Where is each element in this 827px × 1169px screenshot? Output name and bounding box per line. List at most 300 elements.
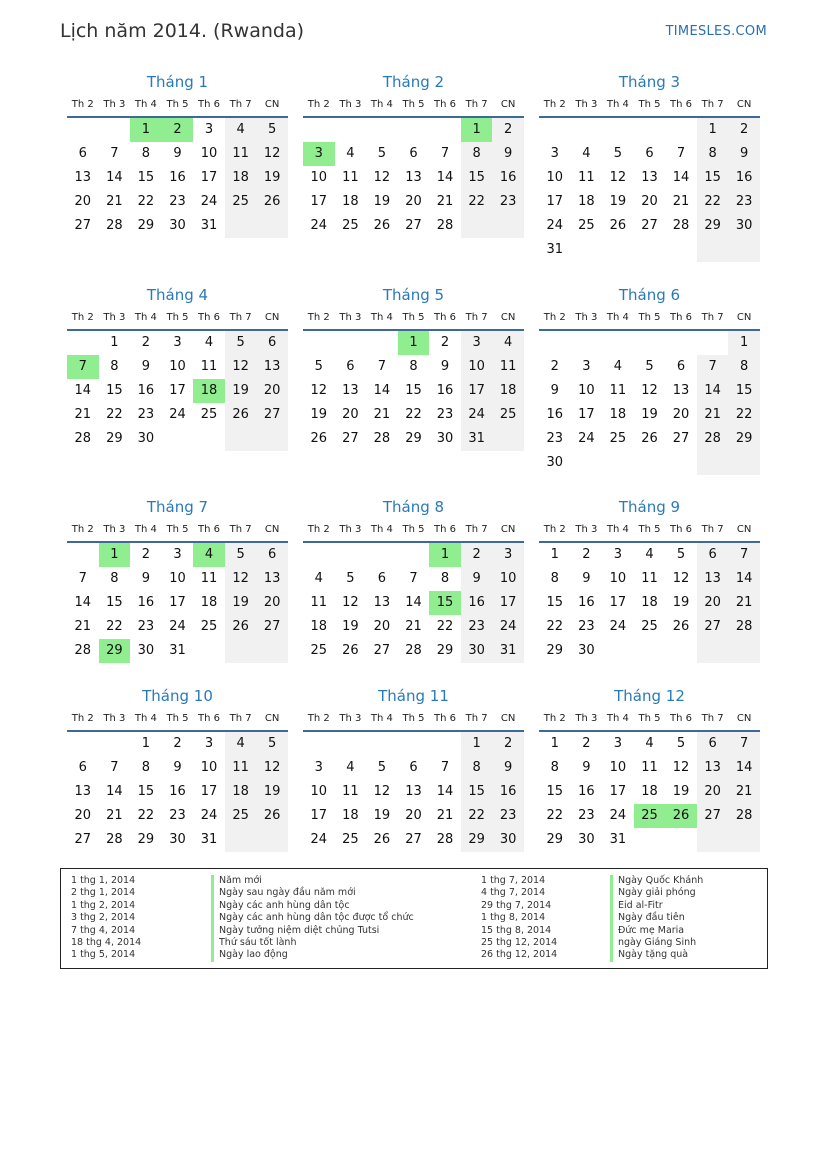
day-cell[interactable]: 2 bbox=[550, 359, 559, 374]
day-cell[interactable]: 16 bbox=[546, 407, 564, 422]
day-cell[interactable]: 26 bbox=[225, 615, 257, 639]
day-cell[interactable]: 5 bbox=[676, 736, 686, 751]
day-cell[interactable]: 10 bbox=[200, 760, 218, 775]
day-cell[interactable]: 23 bbox=[492, 190, 524, 214]
day-cell[interactable]: 24 bbox=[609, 808, 627, 823]
day-cell[interactable]: 11 bbox=[492, 355, 524, 379]
day-cell[interactable]: 16 bbox=[169, 784, 186, 799]
day-cell[interactable]: 28 bbox=[106, 832, 123, 847]
day-cell[interactable]: 16 bbox=[578, 784, 595, 799]
day-cell[interactable]: 10 bbox=[609, 760, 627, 775]
day-cell[interactable]: 7 bbox=[440, 146, 450, 161]
day-cell[interactable]: 7 bbox=[67, 355, 99, 379]
day-cell[interactable]: 15 bbox=[697, 166, 729, 190]
day-cell[interactable]: 25 bbox=[310, 643, 328, 658]
day-cell[interactable]: 1 bbox=[130, 118, 162, 142]
day-cell[interactable]: 19 bbox=[225, 379, 257, 403]
day-cell[interactable]: 2 bbox=[492, 118, 524, 142]
day-cell[interactable]: 26 bbox=[225, 403, 257, 427]
day-cell[interactable]: 10 bbox=[578, 383, 595, 398]
day-cell[interactable]: 21 bbox=[728, 591, 760, 615]
day-cell[interactable]: 14 bbox=[728, 567, 760, 591]
day-cell[interactable]: 14 bbox=[436, 170, 454, 185]
day-cell[interactable]: 7 bbox=[409, 571, 418, 586]
day-cell[interactable]: 8 bbox=[461, 756, 493, 780]
day-cell[interactable]: 24 bbox=[609, 619, 627, 634]
day-cell[interactable]: 3 bbox=[173, 547, 182, 562]
day-cell[interactable]: 4 bbox=[204, 335, 214, 350]
day-cell[interactable]: 6 bbox=[697, 732, 729, 756]
day-cell[interactable]: 29 bbox=[99, 639, 131, 663]
day-cell[interactable]: 15 bbox=[405, 383, 422, 398]
day-cell[interactable]: 10 bbox=[169, 571, 186, 586]
day-cell[interactable]: 17 bbox=[169, 595, 186, 610]
day-cell[interactable]: 17 bbox=[461, 379, 493, 403]
day-cell[interactable]: 31 bbox=[169, 643, 186, 658]
day-cell[interactable]: 8 bbox=[550, 760, 559, 775]
day-cell[interactable]: 17 bbox=[609, 595, 627, 610]
day-cell[interactable]: 13 bbox=[342, 383, 359, 398]
day-cell[interactable]: 20 bbox=[256, 591, 288, 615]
day-cell[interactable]: 5 bbox=[377, 146, 387, 161]
day-cell[interactable]: 31 bbox=[200, 218, 218, 233]
day-cell[interactable]: 17 bbox=[310, 808, 328, 823]
day-cell[interactable]: 18 bbox=[492, 379, 524, 403]
day-cell[interactable]: 26 bbox=[641, 431, 658, 446]
day-cell[interactable]: 8 bbox=[550, 571, 559, 586]
day-cell[interactable]: 19 bbox=[256, 166, 288, 190]
day-cell[interactable]: 22 bbox=[106, 619, 123, 634]
day-cell[interactable]: 8 bbox=[409, 359, 418, 374]
day-cell[interactable]: 21 bbox=[74, 619, 92, 634]
day-cell[interactable]: 16 bbox=[461, 591, 493, 615]
day-cell[interactable]: 14 bbox=[106, 784, 123, 799]
day-cell[interactable]: 23 bbox=[492, 804, 524, 828]
day-cell[interactable]: 13 bbox=[74, 784, 92, 799]
day-cell[interactable]: 30 bbox=[578, 832, 595, 847]
day-cell[interactable]: 20 bbox=[256, 379, 288, 403]
day-cell[interactable]: 25 bbox=[225, 190, 257, 214]
day-cell[interactable]: 13 bbox=[256, 567, 288, 591]
day-cell[interactable]: 29 bbox=[546, 643, 564, 658]
day-cell[interactable]: 7 bbox=[440, 760, 450, 775]
day-cell[interactable]: 24 bbox=[310, 832, 328, 847]
day-cell[interactable]: 19 bbox=[225, 591, 257, 615]
day-cell[interactable]: 25 bbox=[342, 832, 359, 847]
day-cell[interactable]: 20 bbox=[641, 194, 658, 209]
day-cell[interactable]: 5 bbox=[676, 547, 686, 562]
day-cell[interactable]: 30 bbox=[492, 828, 524, 852]
day-cell[interactable]: 10 bbox=[310, 170, 328, 185]
day-cell[interactable]: 2 bbox=[440, 335, 450, 350]
day-cell[interactable]: 6 bbox=[697, 543, 729, 567]
day-cell[interactable]: 14 bbox=[373, 383, 391, 398]
day-cell[interactable]: 7 bbox=[728, 543, 760, 567]
day-cell[interactable]: 6 bbox=[676, 359, 686, 374]
day-cell[interactable]: 26 bbox=[342, 643, 359, 658]
day-cell[interactable]: 16 bbox=[492, 166, 524, 190]
day-cell[interactable]: 17 bbox=[609, 784, 627, 799]
day-cell[interactable]: 8 bbox=[110, 571, 119, 586]
day-cell[interactable]: 15 bbox=[137, 170, 155, 185]
day-cell[interactable]: 10 bbox=[169, 359, 186, 374]
day-cell[interactable]: 12 bbox=[373, 784, 391, 799]
day-cell[interactable]: 28 bbox=[373, 431, 391, 446]
day-cell[interactable]: 2 bbox=[141, 547, 151, 562]
day-cell[interactable]: 12 bbox=[373, 170, 391, 185]
day-cell[interactable]: 21 bbox=[405, 619, 422, 634]
day-cell[interactable]: 7 bbox=[697, 355, 729, 379]
day-cell[interactable]: 3 bbox=[303, 142, 335, 166]
day-cell[interactable]: 28 bbox=[74, 643, 92, 658]
day-cell[interactable]: 30 bbox=[546, 455, 564, 470]
day-cell[interactable]: 14 bbox=[106, 170, 123, 185]
day-cell[interactable]: 24 bbox=[200, 808, 218, 823]
day-cell[interactable]: 15 bbox=[546, 784, 564, 799]
day-cell[interactable]: 6 bbox=[377, 571, 387, 586]
day-cell[interactable]: 15 bbox=[106, 595, 123, 610]
day-cell[interactable]: 8 bbox=[110, 359, 119, 374]
day-cell[interactable]: 5 bbox=[256, 732, 288, 756]
day-cell[interactable]: 28 bbox=[728, 804, 760, 828]
day-cell[interactable]: 5 bbox=[225, 331, 257, 355]
day-cell[interactable]: 28 bbox=[697, 427, 729, 451]
day-cell[interactable]: 2 bbox=[173, 736, 182, 751]
day-cell[interactable]: 12 bbox=[256, 142, 288, 166]
day-cell[interactable]: 18 bbox=[342, 808, 359, 823]
day-cell[interactable]: 14 bbox=[672, 170, 690, 185]
day-cell[interactable]: 4 bbox=[613, 359, 623, 374]
day-cell[interactable]: 30 bbox=[728, 214, 760, 238]
day-cell[interactable]: 12 bbox=[609, 170, 627, 185]
day-cell[interactable]: 9 bbox=[173, 760, 182, 775]
day-cell[interactable]: 2 bbox=[728, 118, 760, 142]
day-cell[interactable]: 3 bbox=[314, 760, 323, 775]
day-cell[interactable]: 22 bbox=[461, 804, 493, 828]
day-cell[interactable]: 27 bbox=[697, 615, 729, 639]
day-cell[interactable]: 25 bbox=[200, 619, 218, 634]
day-cell[interactable]: 3 bbox=[492, 543, 524, 567]
day-cell[interactable]: 4 bbox=[346, 146, 355, 161]
day-cell[interactable]: 27 bbox=[405, 218, 422, 233]
day-cell[interactable]: 18 bbox=[609, 407, 627, 422]
day-cell[interactable]: 18 bbox=[641, 784, 658, 799]
day-cell[interactable]: 21 bbox=[106, 808, 123, 823]
day-cell[interactable]: 13 bbox=[373, 595, 391, 610]
day-cell[interactable]: 21 bbox=[436, 808, 454, 823]
day-cell[interactable]: 31 bbox=[492, 639, 524, 663]
day-cell[interactable]: 17 bbox=[310, 194, 328, 209]
day-cell[interactable]: 5 bbox=[613, 146, 623, 161]
day-cell[interactable]: 17 bbox=[578, 407, 595, 422]
day-cell[interactable]: 31 bbox=[546, 242, 564, 257]
day-cell[interactable]: 18 bbox=[310, 619, 328, 634]
day-cell[interactable]: 5 bbox=[346, 571, 355, 586]
day-cell[interactable]: 2 bbox=[162, 118, 194, 142]
day-cell[interactable]: 12 bbox=[672, 571, 690, 586]
day-cell[interactable]: 19 bbox=[373, 808, 391, 823]
day-cell[interactable]: 10 bbox=[310, 784, 328, 799]
day-cell[interactable]: 12 bbox=[641, 383, 658, 398]
day-cell[interactable]: 10 bbox=[546, 170, 564, 185]
day-cell[interactable]: 1 bbox=[461, 732, 493, 756]
day-cell[interactable]: 14 bbox=[436, 784, 454, 799]
day-cell[interactable]: 23 bbox=[169, 808, 186, 823]
day-cell[interactable]: 23 bbox=[137, 619, 155, 634]
day-cell[interactable]: 5 bbox=[377, 760, 387, 775]
day-cell[interactable]: 9 bbox=[582, 760, 591, 775]
day-cell[interactable]: 24 bbox=[492, 615, 524, 639]
day-cell[interactable]: 24 bbox=[200, 194, 218, 209]
day-cell[interactable]: 21 bbox=[373, 407, 391, 422]
day-cell[interactable]: 11 bbox=[342, 784, 359, 799]
day-cell[interactable]: 18 bbox=[578, 194, 595, 209]
day-cell[interactable]: 3 bbox=[550, 146, 559, 161]
day-cell[interactable]: 29 bbox=[546, 832, 564, 847]
day-cell[interactable]: 15 bbox=[546, 595, 564, 610]
day-cell[interactable]: 19 bbox=[672, 595, 690, 610]
day-cell[interactable]: 15 bbox=[106, 383, 123, 398]
day-cell[interactable]: 21 bbox=[106, 194, 123, 209]
day-cell[interactable]: 13 bbox=[74, 170, 92, 185]
day-cell[interactable]: 16 bbox=[436, 383, 454, 398]
day-cell[interactable]: 26 bbox=[665, 804, 697, 828]
day-cell[interactable]: 21 bbox=[74, 407, 92, 422]
day-cell[interactable]: 22 bbox=[728, 403, 760, 427]
day-cell[interactable]: 20 bbox=[74, 808, 92, 823]
day-cell[interactable]: 11 bbox=[342, 170, 359, 185]
day-cell[interactable]: 27 bbox=[405, 832, 422, 847]
day-cell[interactable]: 25 bbox=[342, 218, 359, 233]
day-cell[interactable]: 18 bbox=[200, 595, 218, 610]
day-cell[interactable]: 3 bbox=[461, 331, 493, 355]
day-cell[interactable]: 17 bbox=[169, 383, 186, 398]
day-cell[interactable]: 5 bbox=[314, 359, 323, 374]
day-cell[interactable]: 6 bbox=[346, 359, 355, 374]
day-cell[interactable]: 15 bbox=[461, 166, 493, 190]
day-cell[interactable]: 20 bbox=[373, 619, 391, 634]
day-cell[interactable]: 9 bbox=[728, 142, 760, 166]
day-cell[interactable]: 2 bbox=[141, 335, 151, 350]
day-cell[interactable]: 23 bbox=[578, 808, 595, 823]
day-cell[interactable]: 11 bbox=[641, 760, 658, 775]
day-cell[interactable]: 15 bbox=[461, 780, 493, 804]
day-cell[interactable]: 21 bbox=[672, 194, 690, 209]
day-cell[interactable]: 23 bbox=[728, 190, 760, 214]
day-cell[interactable]: 29 bbox=[137, 218, 155, 233]
day-cell[interactable]: 29 bbox=[137, 832, 155, 847]
day-cell[interactable]: 9 bbox=[173, 146, 182, 161]
day-cell[interactable]: 28 bbox=[728, 615, 760, 639]
day-cell[interactable]: 4 bbox=[645, 547, 654, 562]
day-cell[interactable]: 28 bbox=[106, 218, 123, 233]
day-cell[interactable]: 24 bbox=[169, 619, 186, 634]
day-cell[interactable]: 24 bbox=[461, 403, 493, 427]
day-cell[interactable]: 7 bbox=[377, 359, 387, 374]
day-cell[interactable]: 19 bbox=[310, 407, 328, 422]
day-cell[interactable]: 15 bbox=[728, 379, 760, 403]
day-cell[interactable]: 17 bbox=[546, 194, 564, 209]
day-cell[interactable]: 19 bbox=[342, 619, 359, 634]
day-cell[interactable]: 12 bbox=[310, 383, 328, 398]
day-cell[interactable]: 4 bbox=[225, 732, 257, 756]
day-cell[interactable]: 11 bbox=[578, 170, 595, 185]
day-cell[interactable]: 23 bbox=[436, 407, 454, 422]
day-cell[interactable]: 28 bbox=[405, 643, 422, 658]
day-cell[interactable]: 4 bbox=[346, 760, 355, 775]
day-cell[interactable]: 27 bbox=[342, 431, 359, 446]
day-cell[interactable]: 14 bbox=[74, 595, 92, 610]
day-cell[interactable]: 9 bbox=[492, 756, 524, 780]
day-cell[interactable]: 6 bbox=[645, 146, 654, 161]
day-cell[interactable]: 19 bbox=[672, 784, 690, 799]
day-cell[interactable]: 13 bbox=[256, 355, 288, 379]
day-cell[interactable]: 26 bbox=[256, 190, 288, 214]
day-cell[interactable]: 25 bbox=[200, 407, 218, 422]
day-cell[interactable]: 29 bbox=[697, 214, 729, 238]
day-cell[interactable]: 30 bbox=[169, 218, 186, 233]
day-cell[interactable]: 26 bbox=[310, 431, 328, 446]
day-cell[interactable]: 18 bbox=[641, 595, 658, 610]
day-cell[interactable]: 31 bbox=[609, 832, 627, 847]
day-cell[interactable]: 2 bbox=[582, 547, 591, 562]
day-cell[interactable]: 22 bbox=[461, 190, 493, 214]
day-cell[interactable]: 9 bbox=[141, 359, 151, 374]
day-cell[interactable]: 8 bbox=[141, 146, 151, 161]
day-cell[interactable]: 23 bbox=[546, 431, 564, 446]
day-cell[interactable]: 25 bbox=[609, 431, 627, 446]
day-cell[interactable]: 26 bbox=[373, 832, 391, 847]
day-cell[interactable]: 24 bbox=[169, 407, 186, 422]
day-cell[interactable]: 10 bbox=[461, 355, 493, 379]
day-cell[interactable]: 24 bbox=[578, 431, 595, 446]
day-cell[interactable]: 1 bbox=[398, 331, 430, 355]
day-cell[interactable]: 16 bbox=[137, 595, 155, 610]
day-cell[interactable]: 19 bbox=[641, 407, 658, 422]
day-cell[interactable]: 28 bbox=[74, 431, 92, 446]
day-cell[interactable]: 6 bbox=[78, 760, 87, 775]
day-cell[interactable]: 1 bbox=[461, 118, 493, 142]
day-cell[interactable]: 18 bbox=[193, 379, 225, 403]
day-cell[interactable]: 12 bbox=[256, 756, 288, 780]
day-cell[interactable]: 3 bbox=[204, 736, 214, 751]
day-cell[interactable]: 12 bbox=[225, 567, 257, 591]
day-cell[interactable]: 27 bbox=[74, 832, 92, 847]
day-cell[interactable]: 3 bbox=[613, 547, 623, 562]
day-cell[interactable]: 15 bbox=[137, 784, 155, 799]
day-cell[interactable]: 10 bbox=[609, 571, 627, 586]
day-cell[interactable]: 11 bbox=[310, 595, 328, 610]
day-cell[interactable]: 27 bbox=[641, 218, 658, 233]
day-cell[interactable]: 6 bbox=[256, 543, 288, 567]
day-cell[interactable]: 29 bbox=[106, 431, 123, 446]
day-cell[interactable]: 25 bbox=[634, 804, 666, 828]
day-cell[interactable]: 5 bbox=[256, 118, 288, 142]
day-cell[interactable]: 14 bbox=[697, 379, 729, 403]
day-cell[interactable]: 23 bbox=[461, 615, 493, 639]
day-cell[interactable]: 11 bbox=[641, 571, 658, 586]
day-cell[interactable]: 7 bbox=[110, 146, 119, 161]
day-cell[interactable]: 2 bbox=[492, 732, 524, 756]
day-cell[interactable]: 12 bbox=[672, 760, 690, 775]
day-cell[interactable]: 27 bbox=[373, 643, 391, 658]
day-cell[interactable]: 27 bbox=[256, 615, 288, 639]
day-cell[interactable]: 7 bbox=[110, 760, 119, 775]
day-cell[interactable]: 13 bbox=[405, 170, 422, 185]
day-cell[interactable]: 16 bbox=[137, 383, 155, 398]
day-cell[interactable]: 10 bbox=[200, 146, 218, 161]
day-cell[interactable]: 15 bbox=[429, 591, 461, 615]
day-cell[interactable]: 3 bbox=[613, 736, 623, 751]
day-cell[interactable]: 1 bbox=[550, 736, 559, 751]
day-cell[interactable]: 25 bbox=[492, 403, 524, 427]
day-cell[interactable]: 27 bbox=[672, 431, 690, 446]
day-cell[interactable]: 26 bbox=[373, 218, 391, 233]
day-cell[interactable]: 14 bbox=[728, 756, 760, 780]
day-cell[interactable]: 13 bbox=[697, 756, 729, 780]
day-cell[interactable]: 20 bbox=[672, 407, 690, 422]
day-cell[interactable]: 24 bbox=[546, 218, 564, 233]
day-cell[interactable]: 4 bbox=[314, 571, 323, 586]
day-cell[interactable]: 17 bbox=[200, 784, 218, 799]
day-cell[interactable]: 20 bbox=[342, 407, 359, 422]
day-cell[interactable]: 10 bbox=[492, 567, 524, 591]
day-cell[interactable]: 9 bbox=[141, 571, 151, 586]
day-cell[interactable]: 20 bbox=[697, 591, 729, 615]
day-cell[interactable]: 19 bbox=[256, 780, 288, 804]
day-cell[interactable]: 1 bbox=[99, 543, 131, 567]
day-cell[interactable]: 2 bbox=[582, 736, 591, 751]
day-cell[interactable]: 20 bbox=[405, 808, 422, 823]
day-cell[interactable]: 13 bbox=[641, 170, 658, 185]
day-cell[interactable]: 27 bbox=[697, 804, 729, 828]
day-cell[interactable]: 29 bbox=[728, 427, 760, 451]
day-cell[interactable]: 13 bbox=[672, 383, 690, 398]
day-cell[interactable]: 9 bbox=[582, 571, 591, 586]
day-cell[interactable]: 4 bbox=[492, 331, 524, 355]
day-cell[interactable]: 30 bbox=[461, 639, 493, 663]
day-cell[interactable]: 29 bbox=[461, 828, 493, 852]
day-cell[interactable]: 9 bbox=[550, 383, 559, 398]
day-cell[interactable]: 9 bbox=[440, 359, 450, 374]
day-cell[interactable]: 1 bbox=[550, 547, 559, 562]
day-cell[interactable]: 11 bbox=[225, 756, 257, 780]
day-cell[interactable]: 26 bbox=[609, 218, 627, 233]
day-cell[interactable]: 22 bbox=[546, 619, 564, 634]
day-cell[interactable]: 9 bbox=[461, 567, 493, 591]
day-cell[interactable]: 3 bbox=[204, 122, 214, 137]
day-cell[interactable]: 9 bbox=[492, 142, 524, 166]
day-cell[interactable]: 28 bbox=[436, 832, 454, 847]
day-cell[interactable]: 11 bbox=[609, 383, 627, 398]
day-cell[interactable]: 14 bbox=[405, 595, 422, 610]
day-cell[interactable]: 25 bbox=[578, 218, 595, 233]
day-cell[interactable]: 18 bbox=[225, 166, 257, 190]
day-cell[interactable]: 22 bbox=[546, 808, 564, 823]
day-cell[interactable]: 1 bbox=[110, 335, 119, 350]
day-cell[interactable]: 1 bbox=[141, 736, 151, 751]
day-cell[interactable]: 30 bbox=[436, 431, 454, 446]
day-cell[interactable]: 21 bbox=[697, 403, 729, 427]
day-cell[interactable]: 7 bbox=[676, 146, 686, 161]
day-cell[interactable]: 25 bbox=[225, 804, 257, 828]
day-cell[interactable]: 20 bbox=[74, 194, 92, 209]
day-cell[interactable]: 17 bbox=[200, 170, 218, 185]
day-cell[interactable]: 3 bbox=[173, 335, 182, 350]
day-cell[interactable]: 22 bbox=[697, 190, 729, 214]
day-cell[interactable]: 12 bbox=[225, 355, 257, 379]
day-cell[interactable]: 27 bbox=[256, 403, 288, 427]
